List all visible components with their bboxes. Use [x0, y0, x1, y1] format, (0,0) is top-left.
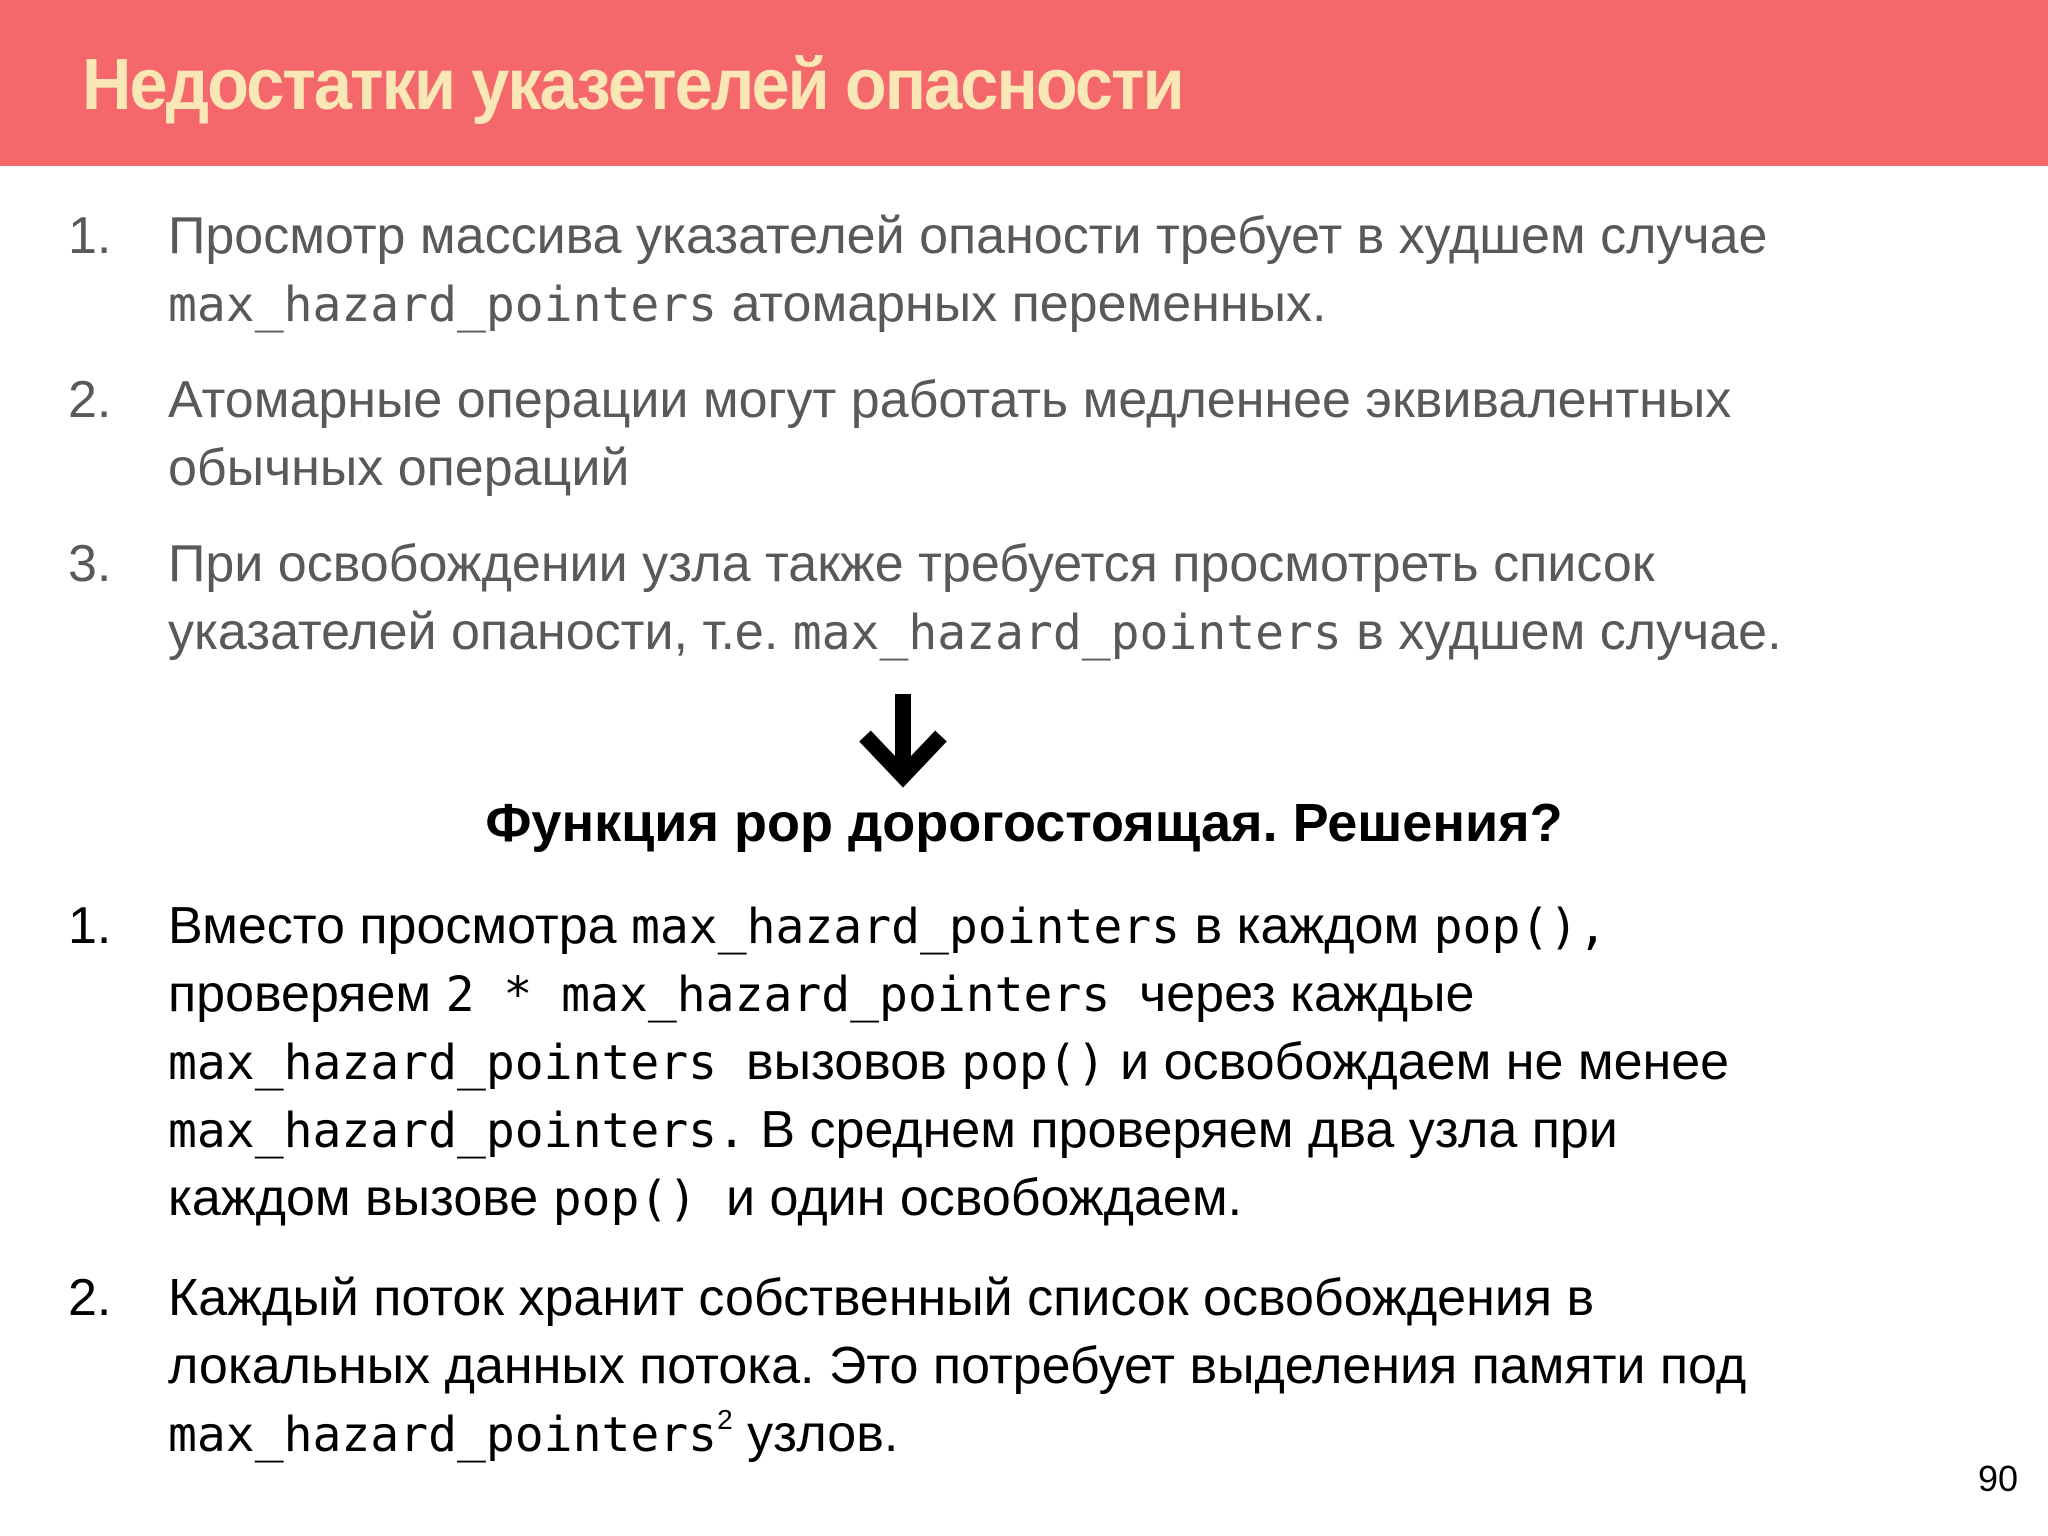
solution-number: 2.	[68, 1269, 112, 1327]
problem-line-text: атомарных переменных.	[717, 275, 1327, 333]
solution-line-text: проверяем	[168, 965, 446, 1023]
code-snippet: max_hazard_pointers	[168, 1035, 718, 1091]
problem-number: 3.	[68, 535, 112, 593]
solution-line-text: Вместо просмотра	[168, 897, 631, 955]
solution-line-text: через каждые	[1110, 965, 1475, 1023]
solution-text	[168, 892, 2028, 1232]
solution-line: локальных данных потока. Это потребует выделения памяти под	[168, 1337, 1747, 1395]
problem-line-text: указателей опаности, т.е.	[168, 603, 793, 661]
title-bar	[0, 0, 2048, 166]
solution-line-text: В среднем проверяем два узла при	[745, 1101, 1618, 1159]
problem-line: обычных операций	[168, 439, 630, 497]
problem-line-text: в худшем случае.	[1341, 603, 1782, 661]
problem-line: Просмотр массива указателей опаности требует в худшем случае	[168, 207, 1768, 265]
solution-line-text: узлов.	[732, 1405, 899, 1463]
code-snippet: pop()	[961, 1035, 1106, 1091]
page-number: 90	[1977, 1458, 2018, 1499]
solution-line-text: и освобождаем не менее	[1105, 1033, 1730, 1091]
solution-number: 1.	[68, 897, 112, 955]
down-arrow-icon	[855, 688, 951, 788]
code-snippet: pop()	[552, 1171, 698, 1227]
code-snippet: max_hazard_pointers.	[168, 1103, 746, 1159]
code-snippet: pop(),	[1433, 899, 1608, 955]
problem-text	[168, 202, 2028, 338]
problem-line: Атомарные операции могут работать медленнее эквивалентных	[168, 371, 1732, 429]
solution-line-text: и один освобождаем.	[697, 1169, 1243, 1227]
conclusion-heading: Функция pop дорогостоящая. Решения?	[485, 793, 1563, 853]
solution-line: Каждый поток хранит собственный список освобождения в	[168, 1269, 1595, 1327]
solution-text	[168, 1264, 2028, 1468]
solution-line-text: каждом вызове	[168, 1169, 553, 1227]
problem-number: 1.	[68, 207, 112, 265]
code-snippet: 2 * max_hazard_pointers	[445, 967, 1111, 1023]
problem-number: 2.	[68, 371, 112, 429]
problem-text	[168, 366, 2028, 502]
solution-line	[168, 1164, 2028, 1232]
problem-line	[168, 270, 2028, 338]
solution-line-text: вызовов	[717, 1033, 962, 1091]
code-snippet: max_hazard_pointers	[168, 1407, 718, 1463]
code-snippet: max_hazard_pointers	[792, 605, 1342, 661]
solution-line-text: в каждом	[1180, 897, 1434, 955]
problem-text	[168, 530, 2028, 666]
solution-line	[168, 1096, 2028, 1164]
problem-line: При освобождении узла также требуется просмотреть список	[168, 535, 1655, 593]
code-snippet: max_hazard_pointers	[168, 277, 718, 333]
solution-line	[168, 1400, 2028, 1468]
slide-title: Недостатки указетелей опасности	[82, 45, 1183, 125]
code-snippet: max_hazard_pointers	[631, 899, 1181, 955]
problem-line	[168, 598, 2028, 666]
solution-line	[168, 892, 2028, 960]
superscript: 2	[717, 1404, 733, 1435]
solution-line	[168, 960, 2028, 1028]
solution-line	[168, 1028, 2028, 1096]
